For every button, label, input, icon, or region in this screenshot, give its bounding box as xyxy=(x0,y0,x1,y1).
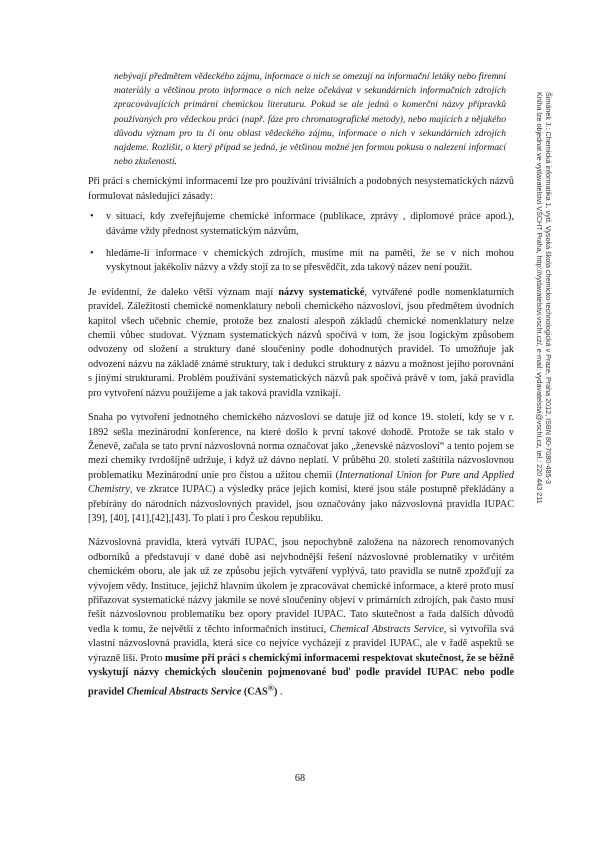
page-content xyxy=(88,70,514,700)
registered-sup: ® xyxy=(267,682,274,693)
text-run: , ve zkratce IUPAC) a výsledky práce jejich komisí, které jsou stále postupně překládány a přebírány do národních názvoslovných pravidel, jsou označovány jako názvoslovná pravidla IUPAC [39], [40], [41],[42],[43]. To platí i pro Českou republiku. xyxy=(88,484,514,524)
text-run: , si vytvořila svá vlastní názvoslovná pravidla, která sice co nejvíce vycházejí z pravidel IUPAC, ale v řadě aspektů se výrazně liší. Proto xyxy=(88,623,514,664)
text-run: Je evidentní, že daleko větší význam mají xyxy=(88,286,279,298)
italic-term: International Union for Pure and Applied Chemistry xyxy=(88,469,514,496)
rules-list xyxy=(88,210,514,276)
list-item xyxy=(88,247,514,276)
side-citation-note xyxy=(535,92,553,522)
text-run: . xyxy=(277,686,283,698)
text-run: Snaha po vytvoření jednotného chemického názvosloví se datuje již od konce 19. století, kdy se v r. 1892 sešla mezinárodní konference, na které došlo k první takové dohodě. Protože se tak stalo v Ženevě, začala se tato první názvoslovná norma označovat jako „ženevské názvosloví“ a tento pojem se mezi chemiky tvrdošíjně udržuje, i když už dávno neplatí. V průběhu 20. století zaštítila názvoslovnou problematiku Mezinárodní unie pro čistou a užitou chemii ( xyxy=(88,412,514,481)
bold-italic-term xyxy=(127,687,242,698)
bold-close-paren: ) xyxy=(273,686,278,698)
paragraph-systematic-names xyxy=(88,286,514,401)
paragraph-history xyxy=(88,411,514,526)
bold-statement: musíme při práci s chemickými informacemi respektovat skutečnost, že se běžně vyskytují názvy chemických sloučenin pojmenované buď podle pravidel IUPAC nebo podle pravidel xyxy=(88,652,514,698)
paragraph-iupac-cas xyxy=(88,536,514,700)
italic-term: Chemical Abstracts Service xyxy=(126,686,242,698)
citation-line: Šimánek J.: Chemická informatika 1. vyd. Vysoká škola chemicko-technologická v Praze, Praha 2012, ISBN 80-7080-485-3 xyxy=(544,92,553,485)
intro-paragraph: Při práci s chemickými informacemi lze pro používání triviálních a podobných nesystematických názvů formulovat následující zásady: xyxy=(88,176,514,202)
citation-line: Kniha lze objednat ve vydavatelství VŠCHT Praha, http://vydavatelstvi.vscht.cz/, e-mail: vydavatelstvi@vscht.cz, tel.: 220 443 211 xyxy=(534,92,544,504)
bullet-icon: • xyxy=(90,248,94,260)
text-run: Názvoslovná pravidla, která vytváří IUPAC, jsou nepochybně založena na názorech renomovaných odborníků a představují v dané době asi nejvhodnější řešení názvoslovné problematiky v určitém chemickém oboru, ale jak už ze způsobu jejich vytváření vyplývá, tato pravidla se nutně zpožďují za vývojem vědy. Instituce, jejichž hlavním úkolem je zpracovávat chemické informace, a které proto musí přiřazovat systematické názvy jakmile se nové sloučeniny objeví v primárních zdrojích, pak často musí řešit názvoslovnou problematiku bez opory pravidel IUPAC. Tato skutečnost a řada dalších důvodů vedla k tomu, že největší z těchto informačních institucí, xyxy=(88,537,514,635)
bold-term: názvy systematické xyxy=(278,286,365,298)
italic-quote-block: nebývají předmětem vědeckého zájmu, informace o nich se omezují na informační letáky nebo firemní materiály a většinou proto informace o nich nelze očekávat v sekundárních informačních zdrojích zpracovávajících primární chemickou literaturu. Pokud se ale jedná o komerční názvy přípravků používaných pro vědeckou práci (např. fáze pro chromatografické metody), nebo majících z nějakého důvodu význam pro tu či onu oblast vědeckého zájmu, informace o nich v sekundárních zdrojích najdeme. Rozlišit, o který případ se jedná, je většinou možné jen formou pokusu o nalezení informací nebo zkušeností. xyxy=(114,71,506,168)
list-item-text: v situaci, kdy zveřejňujeme chemické informace (publikace, zprávy , diplomové práce apod.), dáváme vždy přednost systematickým názvům, xyxy=(106,211,514,237)
italic-term: Chemical Abstracts Service xyxy=(329,623,444,635)
list-item-text: hledáme-li informace v chemických zdrojích, musíme mít na paměti, že se v nich mohou vyskytnout jakékoliv názvy a vždy stojí za to se přesvědčit, zda takový název není použit. xyxy=(106,248,514,274)
page-number: 68 xyxy=(294,773,306,784)
bold-abbreviation: (CAS xyxy=(241,686,268,698)
list-item xyxy=(88,210,514,239)
bullet-icon: • xyxy=(90,211,94,223)
text-run: , vytvářené podle nomenklaturních pravidel. Záležitosti chemické nomenklatury neboli chemického názvosloví, jsou předmětem úvodních kapitol všech učebnic chemie, protože bez znalosti alespoň základů chemické nomenklatury nelze chemii vůbec studovat. Význam systematických názvů spočívá v tom, že jsou logickým způsobem odvozeny od složení a struktury dané sloučeniny podle dohodnutých pravidel. To umožňuje jak odvození názvu na základě známé struktury, tak i dedukci struktury z názvu a možnost jejího porovnání s jinými strukturami. Problém používání systematických názvů pak spočívá právě v tom, jaká pravidla pro vytvoření názvu použijeme a jak taková pravidla vznikají. xyxy=(88,286,515,399)
